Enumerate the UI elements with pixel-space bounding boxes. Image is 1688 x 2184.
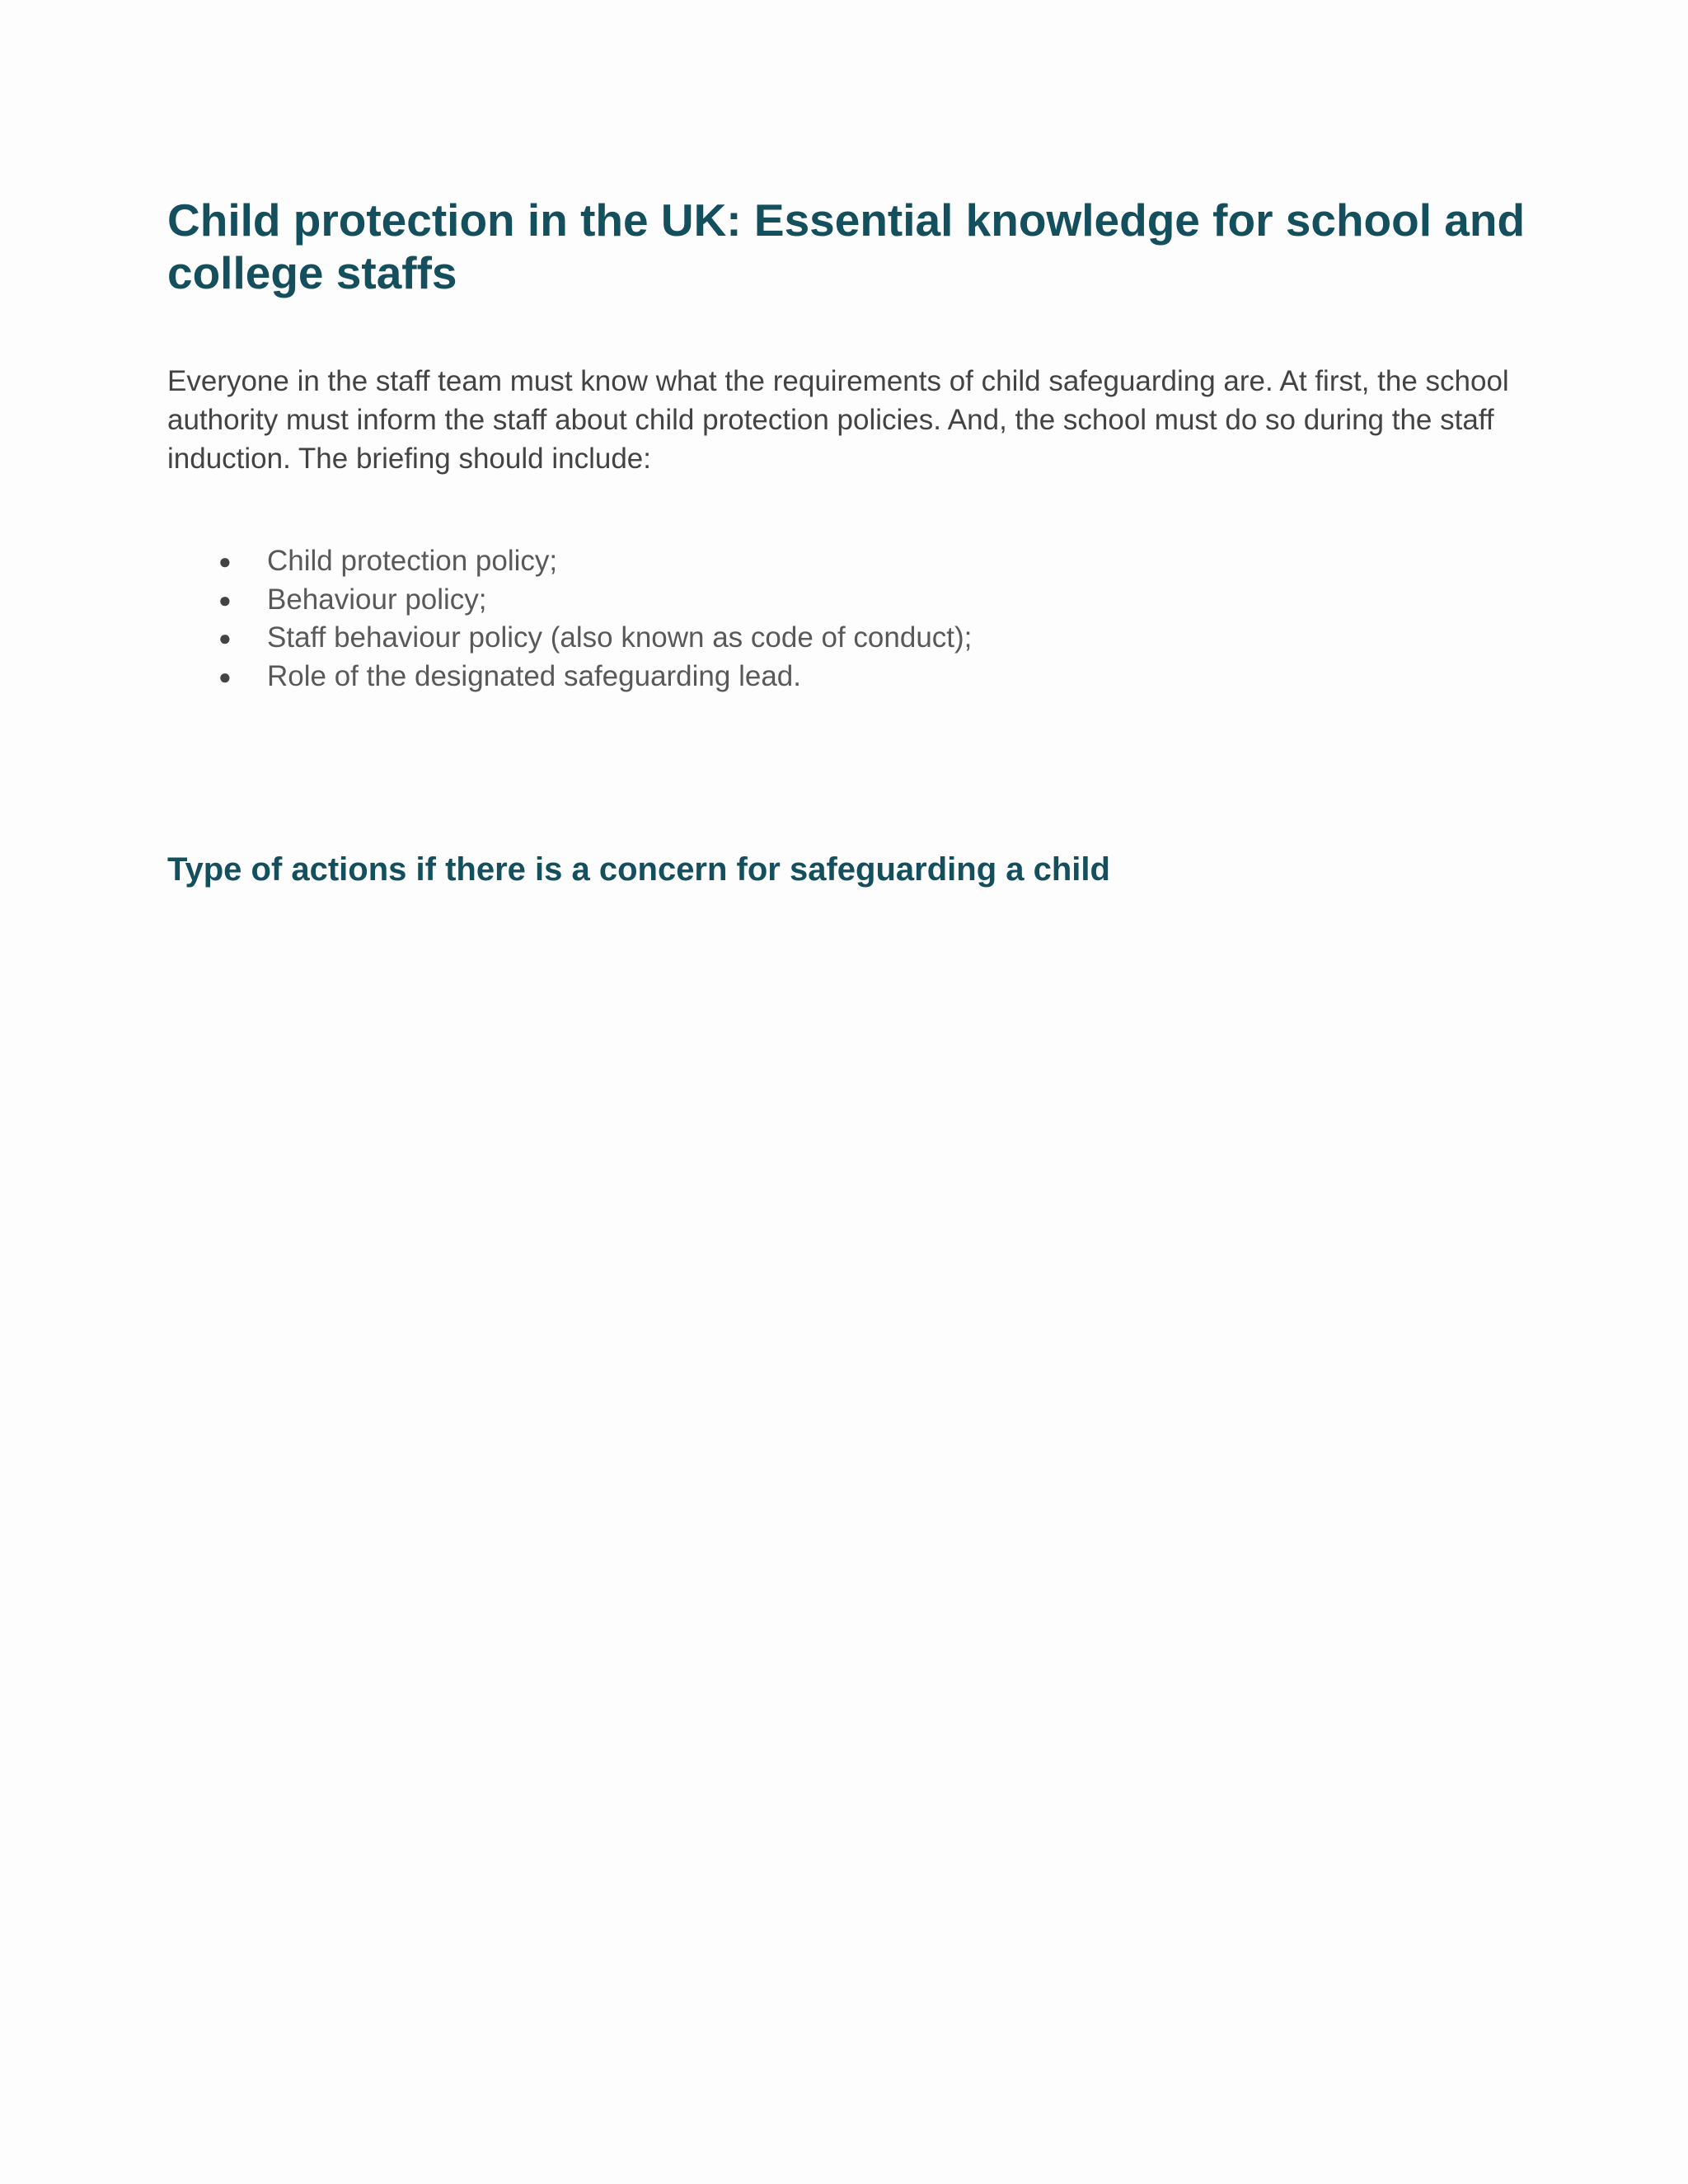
list-item <box>167 619 1527 658</box>
list-item <box>167 542 1527 581</box>
list-item-text: Staff behaviour policy (also known as code of conduct); <box>267 621 973 654</box>
bullet-icon: ● <box>218 626 232 650</box>
section-heading: Type of actions if there is a concern for safeguarding a child <box>167 851 1110 888</box>
policy-list <box>167 542 1527 696</box>
page-title: Child protection in the UK: Essential knowledge for school and college staffs <box>167 194 1526 298</box>
intro-paragraph: Everyone in the staff team must know what the requirements of child safeguarding are. At first, the school authority must inform the staff about child protection policies. And, the school must do so during the staff induction. The briefing should include: <box>167 365 1509 475</box>
list-item <box>167 581 1527 620</box>
list-item-text: Role of the designated safeguarding lead. <box>267 659 801 692</box>
list-item-text: Behaviour policy; <box>267 583 487 616</box>
bullet-icon: ● <box>218 587 232 612</box>
document-content <box>167 194 1527 889</box>
list-item <box>167 658 1527 696</box>
bullet-icon: ● <box>218 549 232 574</box>
bullet-icon: ● <box>218 663 232 689</box>
list-item-text: Child protection policy; <box>267 545 558 577</box>
